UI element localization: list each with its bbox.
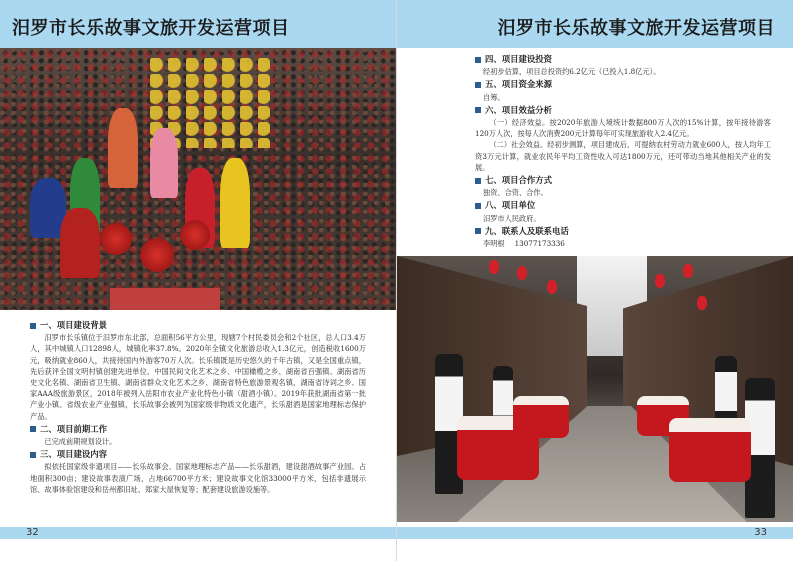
festival-parade-photo	[0, 48, 396, 310]
section-marker-icon	[475, 57, 481, 63]
section-heading: 六、项目效益分析	[475, 105, 771, 116]
section-marker-icon	[475, 178, 481, 184]
section-body: （一）经济效益。按2020年旅游人境统计数据800万人次的15%计算，按年接待游客120万人次，按每人次消费200元计算每年可实现旅游收入2.4亿元。	[475, 118, 771, 139]
old-street-drummers-photo	[397, 256, 793, 522]
contact-phone: 13077173336	[514, 239, 565, 249]
section-heading: 二、项目前期工作	[30, 424, 366, 435]
right-text-column	[475, 52, 771, 249]
section-heading: 五、项目资金来源	[475, 79, 771, 90]
left-footer-band	[0, 527, 396, 539]
section-marker-icon	[475, 107, 481, 113]
section-marker-icon	[30, 452, 36, 458]
section-body: 拟依托国家级非遗项目——长乐故事会、国家地理标志产品——长乐甜酒，建设甜酒故事产业园。占地面积300亩；建设故事表演广场，占地66700平方米；建设故事文化馆33000平方米，包括非遗展示馆、故事体验馆建设和岳州都旧址、郑家大屋恢复等；配套建设旅游设施等。	[30, 462, 366, 494]
page-number-right: 33	[754, 527, 767, 538]
section-heading: 八、项目单位	[475, 200, 771, 211]
section-body: （二）社会效益。经初步测算，项目建成后，可提纳农村劳动力就业600人，按人均年工资3万元计算，就业农民年平均工资性收入可达1800万元，还可带动当地其他相关产业的发展。	[475, 140, 771, 172]
section-marker-icon	[475, 228, 481, 234]
section-body: 经初步估算，项目总投资约6.2亿元（已投入1.8亿元）。	[483, 67, 661, 77]
section-heading: 七、项目合作方式	[475, 175, 771, 186]
right-page	[397, 0, 793, 561]
left-page	[0, 0, 396, 561]
right-footer-band	[397, 527, 793, 539]
section-marker-icon	[30, 323, 36, 329]
contact-name: 李明根	[483, 239, 505, 249]
section-body: 独资、合资、合作。	[483, 188, 548, 198]
left-header-band	[0, 0, 396, 48]
section-heading: 一、项目建设背景	[30, 320, 366, 331]
section-marker-icon	[475, 203, 481, 209]
section-body: 已完成前期规划设计。	[44, 437, 117, 447]
left-text-column	[30, 318, 366, 495]
section-marker-icon	[30, 426, 36, 432]
left-page-title: 汨罗市长乐故事文旅开发运营项目	[12, 18, 290, 39]
section-heading: 九、联系人及联系电话	[475, 226, 771, 237]
section-marker-icon	[475, 82, 481, 88]
right-page-title: 汨罗市长乐故事文旅开发运营项目	[497, 18, 775, 39]
section-heading: 三、项目建设内容	[30, 449, 366, 460]
section-body: 自筹。	[483, 92, 505, 102]
section-body: 汨罗市长乐镇位于汨罗市东北部，总面积56平方公里，现辖7个村民委员会和2个社区，总人口3.4万人，其中城镇人口12898人，城镇化率37.8%。2020年全镇文化旅游总收入1.3亿元，创造税收1600万元，吸纳就业860人，共接待国内外游客70万人次。长乐镇既是历史悠久的千年古镇，又是全国重点镇，先后获评全国文明村镇创建先进单位、中国民间文化艺术之乡、中国橄榄之乡、湖南省百强镇、湖南省历史文化名镇、湖南省卫生镇、湖南省群众文化艺术之乡、湖南省特色旅游景观名镇、湖南省诗词之乡、国家AAA级旅游景区，2018年被列入岳阳市农业产业化特色小镇（甜酒小镇）。2019年获批湖南省第一批产业小镇、省级农业产业强镇，长乐故事会被列为国家级非物质文化遗产，长乐甜酒是国家地理标志保护产品。	[30, 333, 366, 421]
contact-line	[475, 238, 771, 249]
section-body: 汨罗市人民政府。	[483, 213, 541, 223]
section-heading: 四、项目建设投资	[475, 54, 771, 65]
page-number-left: 32	[26, 527, 39, 538]
right-header-band	[397, 0, 793, 48]
